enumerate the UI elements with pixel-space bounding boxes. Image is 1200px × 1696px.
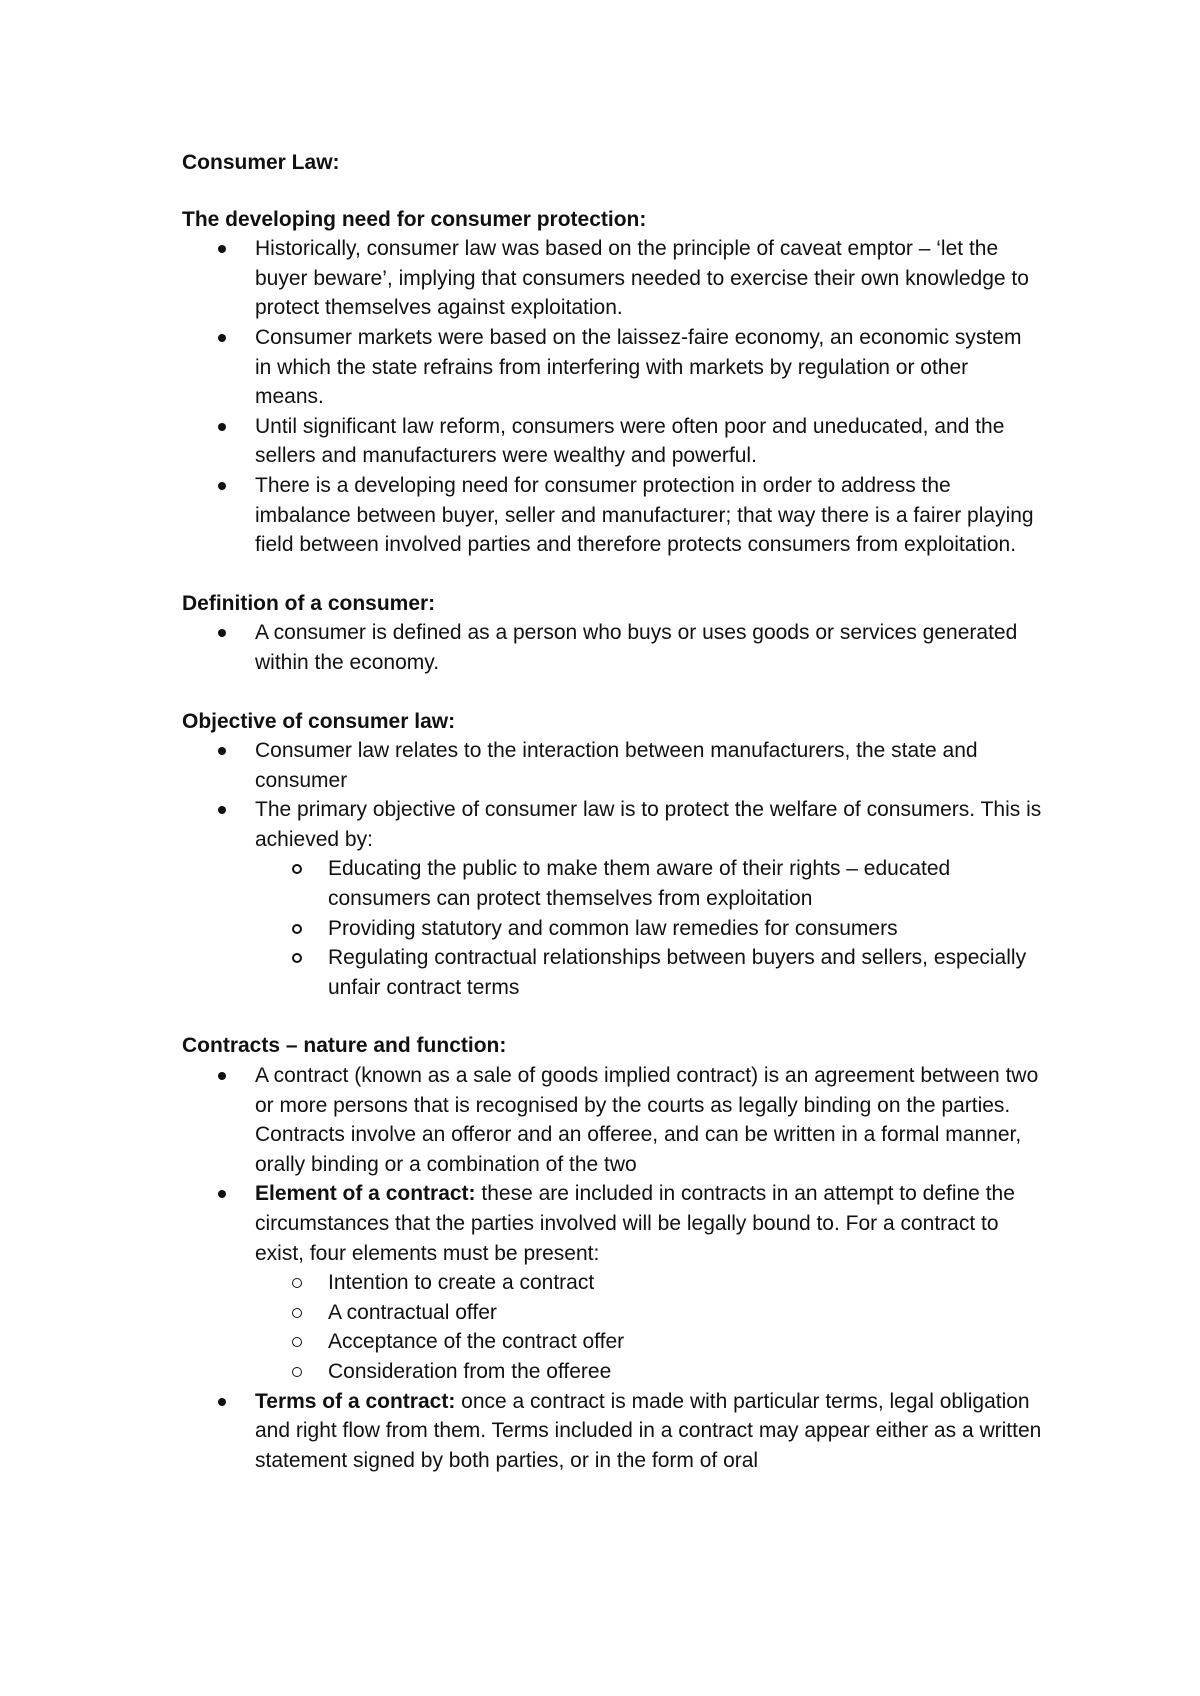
section-heading: Objective of consumer law: — [182, 709, 456, 733]
bullet-list — [182, 234, 1042, 560]
sub-list-item: Regulating contractual relationships between buyers and sellers, especially unfair contract terms — [255, 943, 1042, 1002]
section-heading: The developing need for consumer protection: — [182, 207, 647, 231]
section-heading: Contracts – nature and function: — [182, 1034, 507, 1058]
section-heading: Definition of a consumer: — [182, 591, 436, 615]
list-item: Consumer law relates to the interaction between manufacturers, the state and consumer — [182, 736, 1042, 795]
list-item: Element of a contract: these are included in contracts in an attempt to define the circumstances that the parties involved will be legally bound to. For a contract to exist, four elements must be present: Intention to create a contract A contractual offer Acceptance of the contract offer Consideration from the offeree — [182, 1179, 1042, 1386]
bullet-icon — [218, 1190, 226, 1198]
bullet-list — [182, 1061, 1042, 1475]
circle-bullet-icon — [292, 924, 302, 934]
sub-list-item: Intention to create a contract — [255, 1268, 1042, 1298]
bullet-list — [182, 618, 1042, 677]
document-title: Consumer Law: — [182, 151, 340, 174]
list-item: Consumer markets were based on the laissez-faire economy, an economic system in which the state refrains from interfering with markets by regulation or other means. — [182, 323, 1042, 412]
section-consumer-definition — [182, 589, 1042, 678]
document-page — [182, 148, 1042, 1504]
circle-bullet-icon — [292, 1308, 302, 1318]
bullet-icon — [218, 1072, 226, 1080]
bullet-list — [182, 736, 1042, 1002]
bullet-icon — [218, 482, 226, 490]
bullet-icon — [218, 747, 226, 755]
sub-list-item: Providing statutory and common law remedies for consumers — [255, 914, 1042, 944]
circle-bullet-icon — [292, 864, 302, 874]
circle-bullet-icon — [292, 1278, 302, 1288]
sub-list-item: Acceptance of the contract offer — [255, 1327, 1042, 1357]
list-item: Historically, consumer law was based on the principle of caveat emptor – ‘let the buyer beware’, implying that consumers needed to exercise their own knowledge to protect themselves against exploitation. — [182, 234, 1042, 323]
circle-bullet-icon — [292, 953, 302, 963]
bullet-icon — [218, 1398, 226, 1406]
circle-bullet-icon — [292, 1367, 302, 1377]
bullet-icon — [218, 423, 226, 431]
section-consumer-protection-need — [182, 205, 1042, 560]
list-item: Until significant law reform, consumers were often poor and uneducated, and the sellers and manufacturers were wealthy and powerful. — [182, 412, 1042, 471]
list-item: The primary objective of consumer law is to protect the welfare of consumers. This is achieved by: Educating the public to make them aware of their rights – educated consumers can protect themselves from exploitation Providing statutory and common law remedies for consumers Regulating contractual relationships between buyers and sellers, especially unfair contract terms — [182, 795, 1042, 1002]
list-item: A contract (known as a sale of goods implied contract) is an agreement between two or more persons that is recognised by the courts as legally binding on the parties. Contracts involve an offeror and an offeree, and can be written in a formal manner, orally binding or a combination of the two — [182, 1061, 1042, 1179]
bullet-icon — [218, 334, 226, 342]
sub-list-item: Consideration from the offeree — [255, 1357, 1042, 1387]
list-item: Terms of a contract: once a contract is made with particular terms, legal obligation and right flow from them. Terms included in a contract may appear either as a written statement signed by both parties, or in the form of oral — [182, 1387, 1042, 1476]
term-label: Element of a contract: — [255, 1182, 476, 1206]
bullet-icon — [218, 806, 226, 814]
term-label: Terms of a contract: — [255, 1389, 456, 1413]
sub-list — [255, 854, 1042, 1002]
list-item: A consumer is defined as a person who buys or uses goods or services generated within the economy. — [182, 618, 1042, 677]
sub-list — [255, 1268, 1042, 1386]
bullet-icon — [218, 629, 226, 637]
circle-bullet-icon — [292, 1337, 302, 1347]
bullet-icon — [218, 245, 226, 253]
sub-list-item: Educating the public to make them aware of their rights – educated consumers can protect themselves from exploitation — [255, 854, 1042, 913]
section-contracts — [182, 1031, 1042, 1475]
sub-list-item: A contractual offer — [255, 1298, 1042, 1328]
list-item: There is a developing need for consumer protection in order to address the imbalance between buyer, seller and manufacturer; that way there is a fairer playing field between involved parties and therefore protects consumers from exploitation. — [182, 471, 1042, 560]
section-objective — [182, 707, 1042, 1003]
